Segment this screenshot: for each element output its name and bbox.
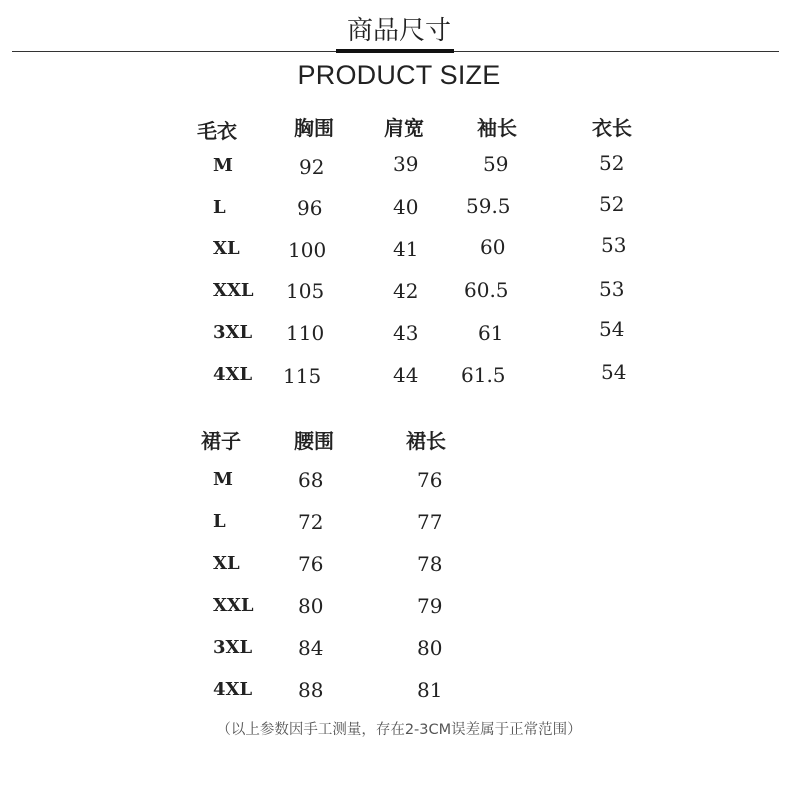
sweater-sleeve-value: 60.5 <box>464 278 509 302</box>
sweater-header-item: 毛衣 <box>197 119 237 143</box>
sweater-size-label: M <box>213 155 233 176</box>
sweater-length-value: 53 <box>601 233 627 257</box>
sweater-size-label: XL <box>213 238 240 259</box>
skirt-waist-value: 84 <box>298 636 324 660</box>
sweater-chest-value: 110 <box>286 321 325 345</box>
skirt-length-value: 79 <box>417 594 443 618</box>
skirt-waist-value: 68 <box>298 468 324 492</box>
sweater-sleeve-value: 61 <box>478 321 504 345</box>
sweater-length-value: 52 <box>599 192 625 216</box>
skirt-waist-value: 88 <box>298 678 324 702</box>
sweater-length-value: 52 <box>599 151 625 175</box>
sweater-length-value: 53 <box>599 277 625 301</box>
skirt-header-waist: 腰围 <box>294 429 334 453</box>
skirt-size-label: 3XL <box>213 637 253 658</box>
sweater-size-label: XXL <box>213 280 254 301</box>
sweater-sleeve-value: 59 <box>483 152 509 176</box>
page-title-en: PRODUCT SIZE <box>297 60 501 90</box>
sweater-header-sleeve: 袖长 <box>477 116 517 140</box>
sweater-shoulder-value: 44 <box>393 363 419 387</box>
skirt-size-label: 4XL <box>213 679 253 700</box>
sweater-sleeve-value: 59.5 <box>466 194 511 218</box>
sweater-header-chest: 胸围 <box>294 116 334 140</box>
sweater-length-value: 54 <box>601 360 627 384</box>
skirt-length-value: 81 <box>417 678 443 702</box>
page-title-cn: 商品尺寸 <box>346 16 451 46</box>
skirt-size-label: XL <box>213 553 240 574</box>
sweater-header-length: 衣长 <box>592 116 632 140</box>
skirt-length-value: 80 <box>417 636 443 660</box>
sweater-length-value: 54 <box>599 317 625 341</box>
title-divider-accent <box>336 49 454 53</box>
skirt-length-value: 77 <box>417 510 443 534</box>
measurement-note: （以上参数因手工测量，存在2-3CM误差属于正常范围） <box>216 722 582 738</box>
sweater-shoulder-value: 42 <box>393 279 419 303</box>
sweater-size-label: L <box>213 197 226 218</box>
sweater-chest-value: 92 <box>299 155 325 179</box>
sweater-chest-value: 100 <box>288 238 327 262</box>
sweater-shoulder-value: 39 <box>393 152 419 176</box>
sweater-chest-value: 115 <box>283 364 322 388</box>
skirt-waist-value: 80 <box>298 594 324 618</box>
sweater-size-label: 3XL <box>213 322 253 343</box>
sweater-shoulder-value: 43 <box>393 321 419 345</box>
skirt-length-value: 78 <box>417 552 443 576</box>
sweater-chest-value: 105 <box>286 279 325 303</box>
sweater-header-shoulder: 肩宽 <box>384 116 424 140</box>
sweater-sleeve-value: 60 <box>480 235 506 259</box>
sweater-shoulder-value: 41 <box>393 237 419 261</box>
sweater-shoulder-value: 40 <box>393 195 419 219</box>
skirt-size-label: L <box>213 511 226 532</box>
skirt-length-value: 76 <box>417 468 443 492</box>
sweater-sleeve-value: 61.5 <box>461 363 506 387</box>
skirt-header-item: 裙子 <box>201 429 241 453</box>
skirt-size-label: XXL <box>213 595 254 616</box>
skirt-waist-value: 76 <box>298 552 324 576</box>
sweater-chest-value: 96 <box>297 196 323 220</box>
skirt-header-length: 裙长 <box>406 429 446 453</box>
skirt-waist-value: 72 <box>298 510 324 534</box>
sweater-size-label: 4XL <box>213 364 253 385</box>
skirt-size-label: M <box>213 469 233 490</box>
